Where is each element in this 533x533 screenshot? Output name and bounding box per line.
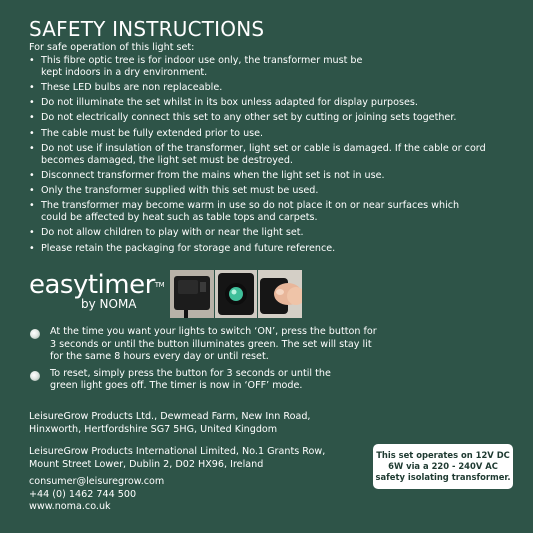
safety-item-text: This fibre optic tree is for indoor use only, the transformer must be kept indoors in a dry environment.	[41, 55, 363, 78]
list-item	[29, 97, 519, 109]
safety-item-text: Do not allow children to play with or near the light set.	[41, 227, 304, 239]
timer-step-text: To reset, simply press the button for 3 seconds or until the green light goes off. The timer is now in ‘OFF’ mode.	[50, 367, 331, 392]
list-item	[29, 227, 519, 239]
bullet-dot-icon	[30, 371, 40, 381]
list-item	[29, 170, 519, 182]
easytimer-logo	[29, 270, 165, 312]
safety-item-text: Do not electrically connect this set to any other set by cutting or joining sets together.	[41, 112, 457, 124]
safety-item-text: These LED bulbs are non replaceable.	[41, 81, 223, 93]
ireland-address: LeisureGrow Products International Limited, No.1 Grants Row, Mount Street Lower, Dublin 2, D02 HX96, Ireland	[29, 446, 326, 470]
logo-byline: by NOMA	[81, 297, 137, 311]
list-item	[29, 368, 389, 393]
list-item	[29, 82, 519, 94]
logo-wordmark: easytimer	[29, 270, 155, 300]
safety-item-text: Please retain the packaging for storage and future reference.	[41, 242, 336, 254]
timer-step-text: At the time you want your lights to switch ‘ON’, press the button for 3 seconds or until the button illuminates green. The set will stay lit for the same 8 hours every day or until reset.	[50, 326, 377, 363]
logo-trademark: TM	[154, 281, 165, 289]
uk-address: LeisureGrow Products Ltd., Dewmead Farm, New Inn Road, Hinxworth, Hertfordshire SG7 5HG, United Kingdom	[29, 411, 311, 435]
timer-photos	[170, 270, 302, 318]
safety-list	[29, 55, 519, 258]
safety-item-text: The transformer may become warm in use so do not place it on or near surfaces which could be affected by heat such as table tops and carpets.	[41, 200, 460, 224]
finger-press-photo	[258, 270, 302, 318]
power-spec-badge	[373, 444, 513, 489]
timer-button-icon	[215, 270, 257, 318]
timer-instructions	[29, 326, 389, 397]
list-item	[29, 243, 519, 255]
safety-intro: For safe operation of this light set:	[29, 42, 195, 53]
transformer-photo	[170, 270, 214, 318]
safety-item-text: Do not use if insulation of the transformer, light set or cable is damaged. If the cable or cord becomes damaged, the light set must be destroyed.	[41, 143, 486, 166]
safety-item-text: The cable must be fully extended prior to use.	[41, 127, 264, 139]
safety-item-text: Do not illuminate the set whilst in its box unless adapted for display purposes.	[41, 97, 418, 109]
badge-line: This set operates on 12V DC	[376, 450, 510, 461]
transformer-icon	[170, 270, 214, 318]
list-item	[29, 185, 519, 197]
badge-line: safety isolating transformer.	[375, 471, 511, 482]
list-item	[29, 326, 389, 364]
bullet-dot-icon	[30, 329, 40, 339]
list-item	[29, 55, 519, 78]
finger-press-icon	[258, 270, 302, 318]
badge-line: 6W via a 220 - 240V AC	[388, 461, 498, 472]
list-item	[29, 128, 519, 140]
contact-details: consumer@leisuregrow.com +44 (0) 1462 744 500 www.noma.co.uk	[29, 476, 165, 513]
safety-item-text: Only the transformer supplied with this set must be used.	[41, 185, 319, 197]
page-title: SAFETY INSTRUCTIONS	[29, 17, 265, 41]
list-item	[29, 143, 519, 166]
list-item	[29, 112, 519, 124]
list-item	[29, 200, 519, 223]
safety-item-text: Disconnect transformer from the mains when the light set is not in use.	[41, 169, 385, 181]
timer-button-photo	[215, 270, 257, 318]
